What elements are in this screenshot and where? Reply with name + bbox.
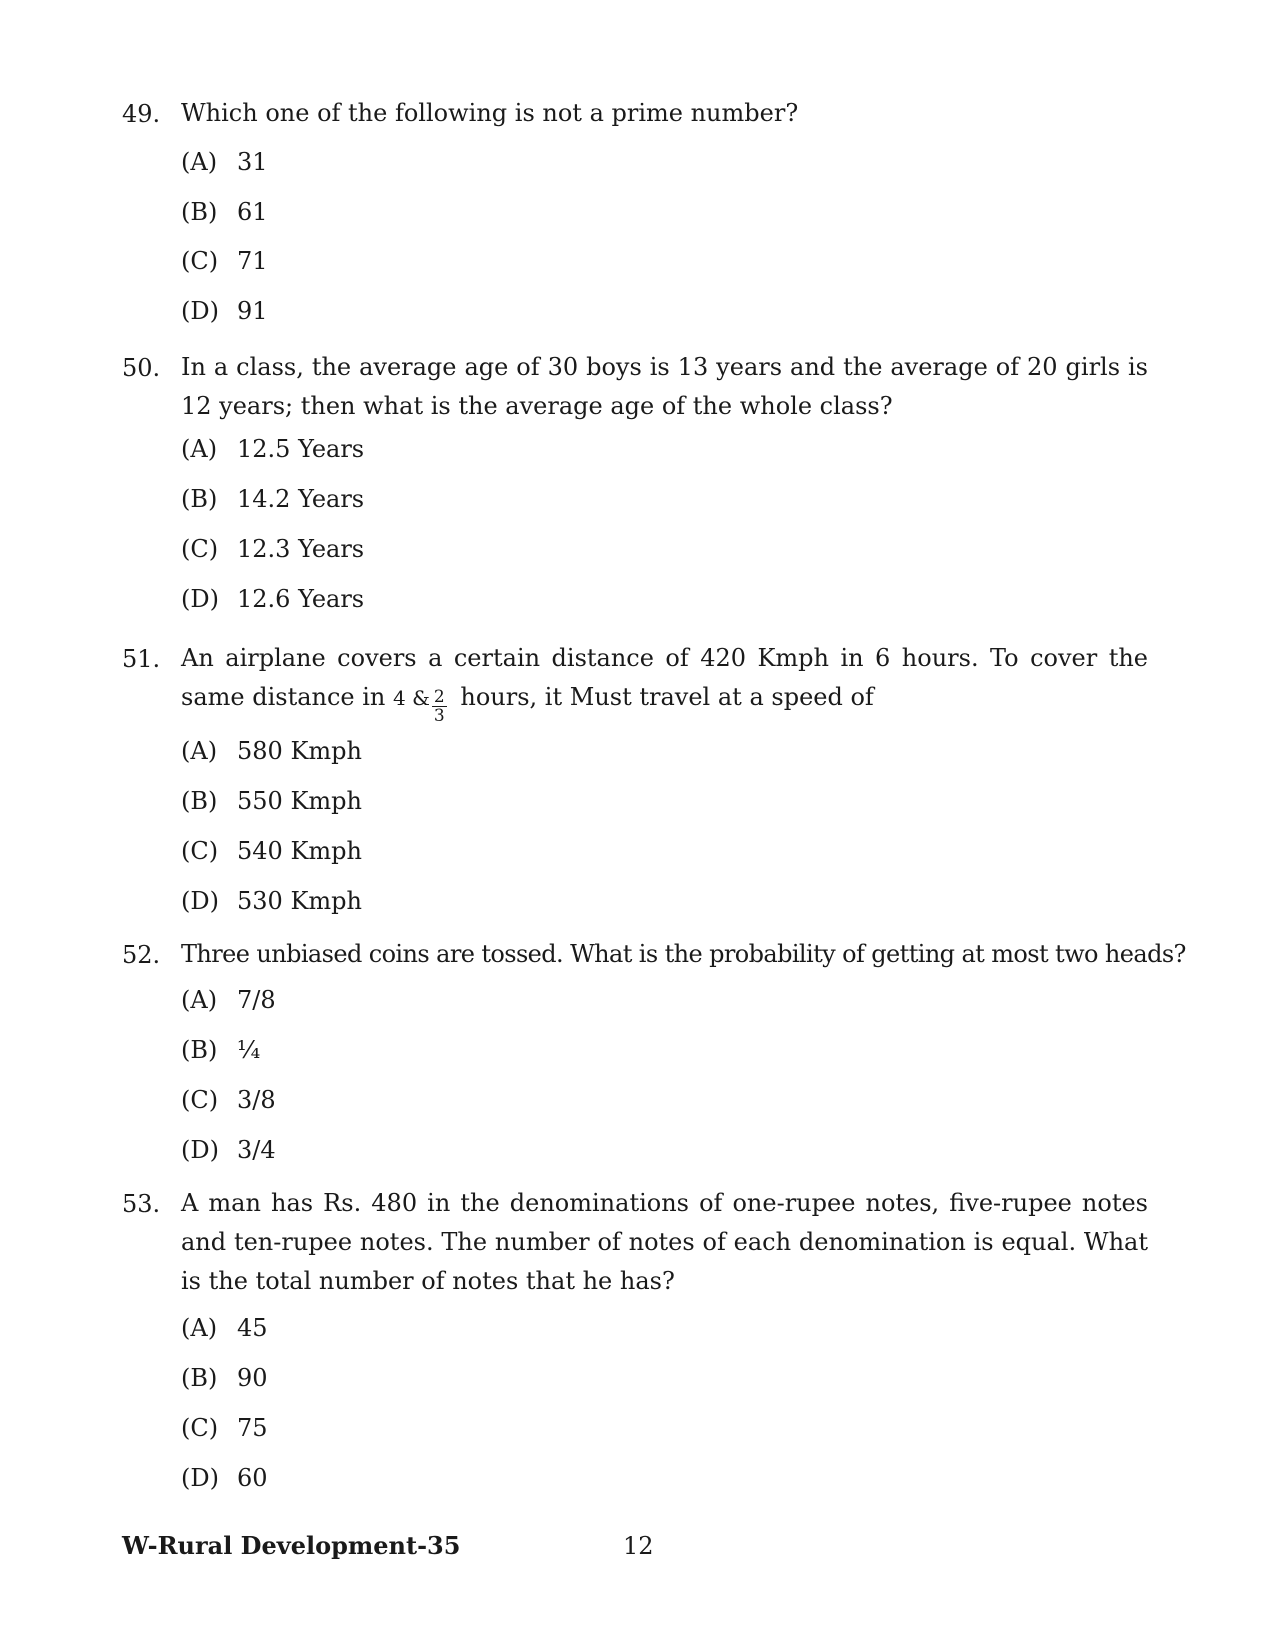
option-label: (B) (181, 485, 218, 513)
option-label: (A) (181, 986, 218, 1014)
question-text: Which one of the following is not a prime number? (181, 99, 799, 127)
option-item (181, 1462, 268, 1494)
option-item (181, 533, 364, 565)
option-value: 7/8 (237, 986, 276, 1014)
question-text: In a class, the average age of 30 boys is 13 years and the average of 20 girls is 12 years; then what is the average age of the whole class? (181, 353, 1148, 420)
option-label: (A) (181, 737, 218, 765)
option-label: (D) (181, 1464, 219, 1492)
option-value: 75 (237, 1414, 268, 1442)
option-item (181, 1134, 276, 1166)
option-label: (C) (181, 837, 219, 865)
question-number: 52. (122, 941, 161, 969)
option-value: 580 Kmph (237, 737, 362, 765)
question-text-part1: An airplane covers a certain distance of 420 Kmph in 6 hours. To cover the same distance in (181, 644, 1148, 711)
question-number: 50. (122, 354, 161, 382)
question-number: 49. (122, 100, 161, 128)
option-value: 31 (237, 148, 268, 176)
question-text-part2: hours, it Must travel at a speed of (460, 683, 874, 711)
option-label: (B) (181, 1364, 218, 1392)
option-item (181, 483, 364, 515)
page-number: 12 (623, 1532, 654, 1560)
question-text (181, 639, 1148, 726)
option-label: (A) (181, 148, 218, 176)
mixed-number-whole: 4 & (393, 686, 430, 710)
option-item (181, 583, 364, 615)
question-number: 51. (122, 645, 161, 673)
option-value: 550 Kmph (237, 787, 362, 815)
option-label: (A) (181, 1314, 218, 1342)
option-item (181, 1034, 260, 1066)
option-item (181, 1412, 268, 1444)
question-text: Three unbiased coins are tossed. What is the probability of getting at most two heads? (181, 940, 1186, 968)
option-value: 45 (237, 1314, 268, 1342)
option-item (181, 1362, 268, 1394)
option-item (181, 835, 362, 867)
option-value: 12.3 Years (237, 535, 365, 563)
option-label: (B) (181, 1036, 218, 1064)
option-item (181, 1084, 276, 1116)
option-label: (B) (181, 198, 218, 226)
option-item (181, 1312, 268, 1344)
option-value: 71 (237, 247, 268, 275)
option-item (181, 984, 276, 1016)
option-value: 12.6 Years (237, 585, 365, 613)
option-value: 90 (237, 1364, 268, 1392)
option-label: (D) (181, 585, 219, 613)
option-label: (D) (181, 1136, 219, 1164)
fraction-numerator: 2 (433, 687, 445, 707)
option-value: 14.2 Years (237, 485, 365, 513)
question-text: A man has Rs. 480 in the denominations of one-rupee notes, five-rupee notes and ten-rupee notes. The number of notes of each denomination is equal. What is the total number of notes that he has? (181, 1189, 1148, 1295)
option-label: (D) (181, 887, 219, 915)
footer-title: W-Rural Development-35 (122, 1531, 461, 1560)
option-item (181, 735, 362, 767)
question-number: 53. (122, 1190, 161, 1218)
option-value: 60 (237, 1464, 268, 1492)
option-value: 91 (237, 297, 268, 325)
option-item (181, 245, 268, 277)
option-label: (C) (181, 1086, 219, 1114)
option-value: 3/8 (237, 1086, 276, 1114)
option-value: 12.5 Years (237, 435, 365, 463)
option-item (181, 295, 268, 327)
option-value: 530 Kmph (237, 887, 362, 915)
option-item (181, 196, 268, 228)
option-item (181, 433, 364, 465)
option-label: (B) (181, 787, 218, 815)
option-label: (C) (181, 1414, 219, 1442)
fraction-denominator: 3 (433, 706, 445, 726)
option-value: 3/4 (237, 1136, 276, 1164)
option-label: (D) (181, 297, 219, 325)
option-label: (A) (181, 435, 218, 463)
fraction (432, 688, 447, 725)
option-value: 540 Kmph (237, 837, 362, 865)
option-value: ¼ (237, 1036, 261, 1064)
option-label: (C) (181, 247, 219, 275)
option-value: 61 (237, 198, 268, 226)
option-item (181, 785, 362, 817)
option-item (181, 146, 268, 178)
option-label: (C) (181, 535, 219, 563)
option-item (181, 885, 362, 917)
